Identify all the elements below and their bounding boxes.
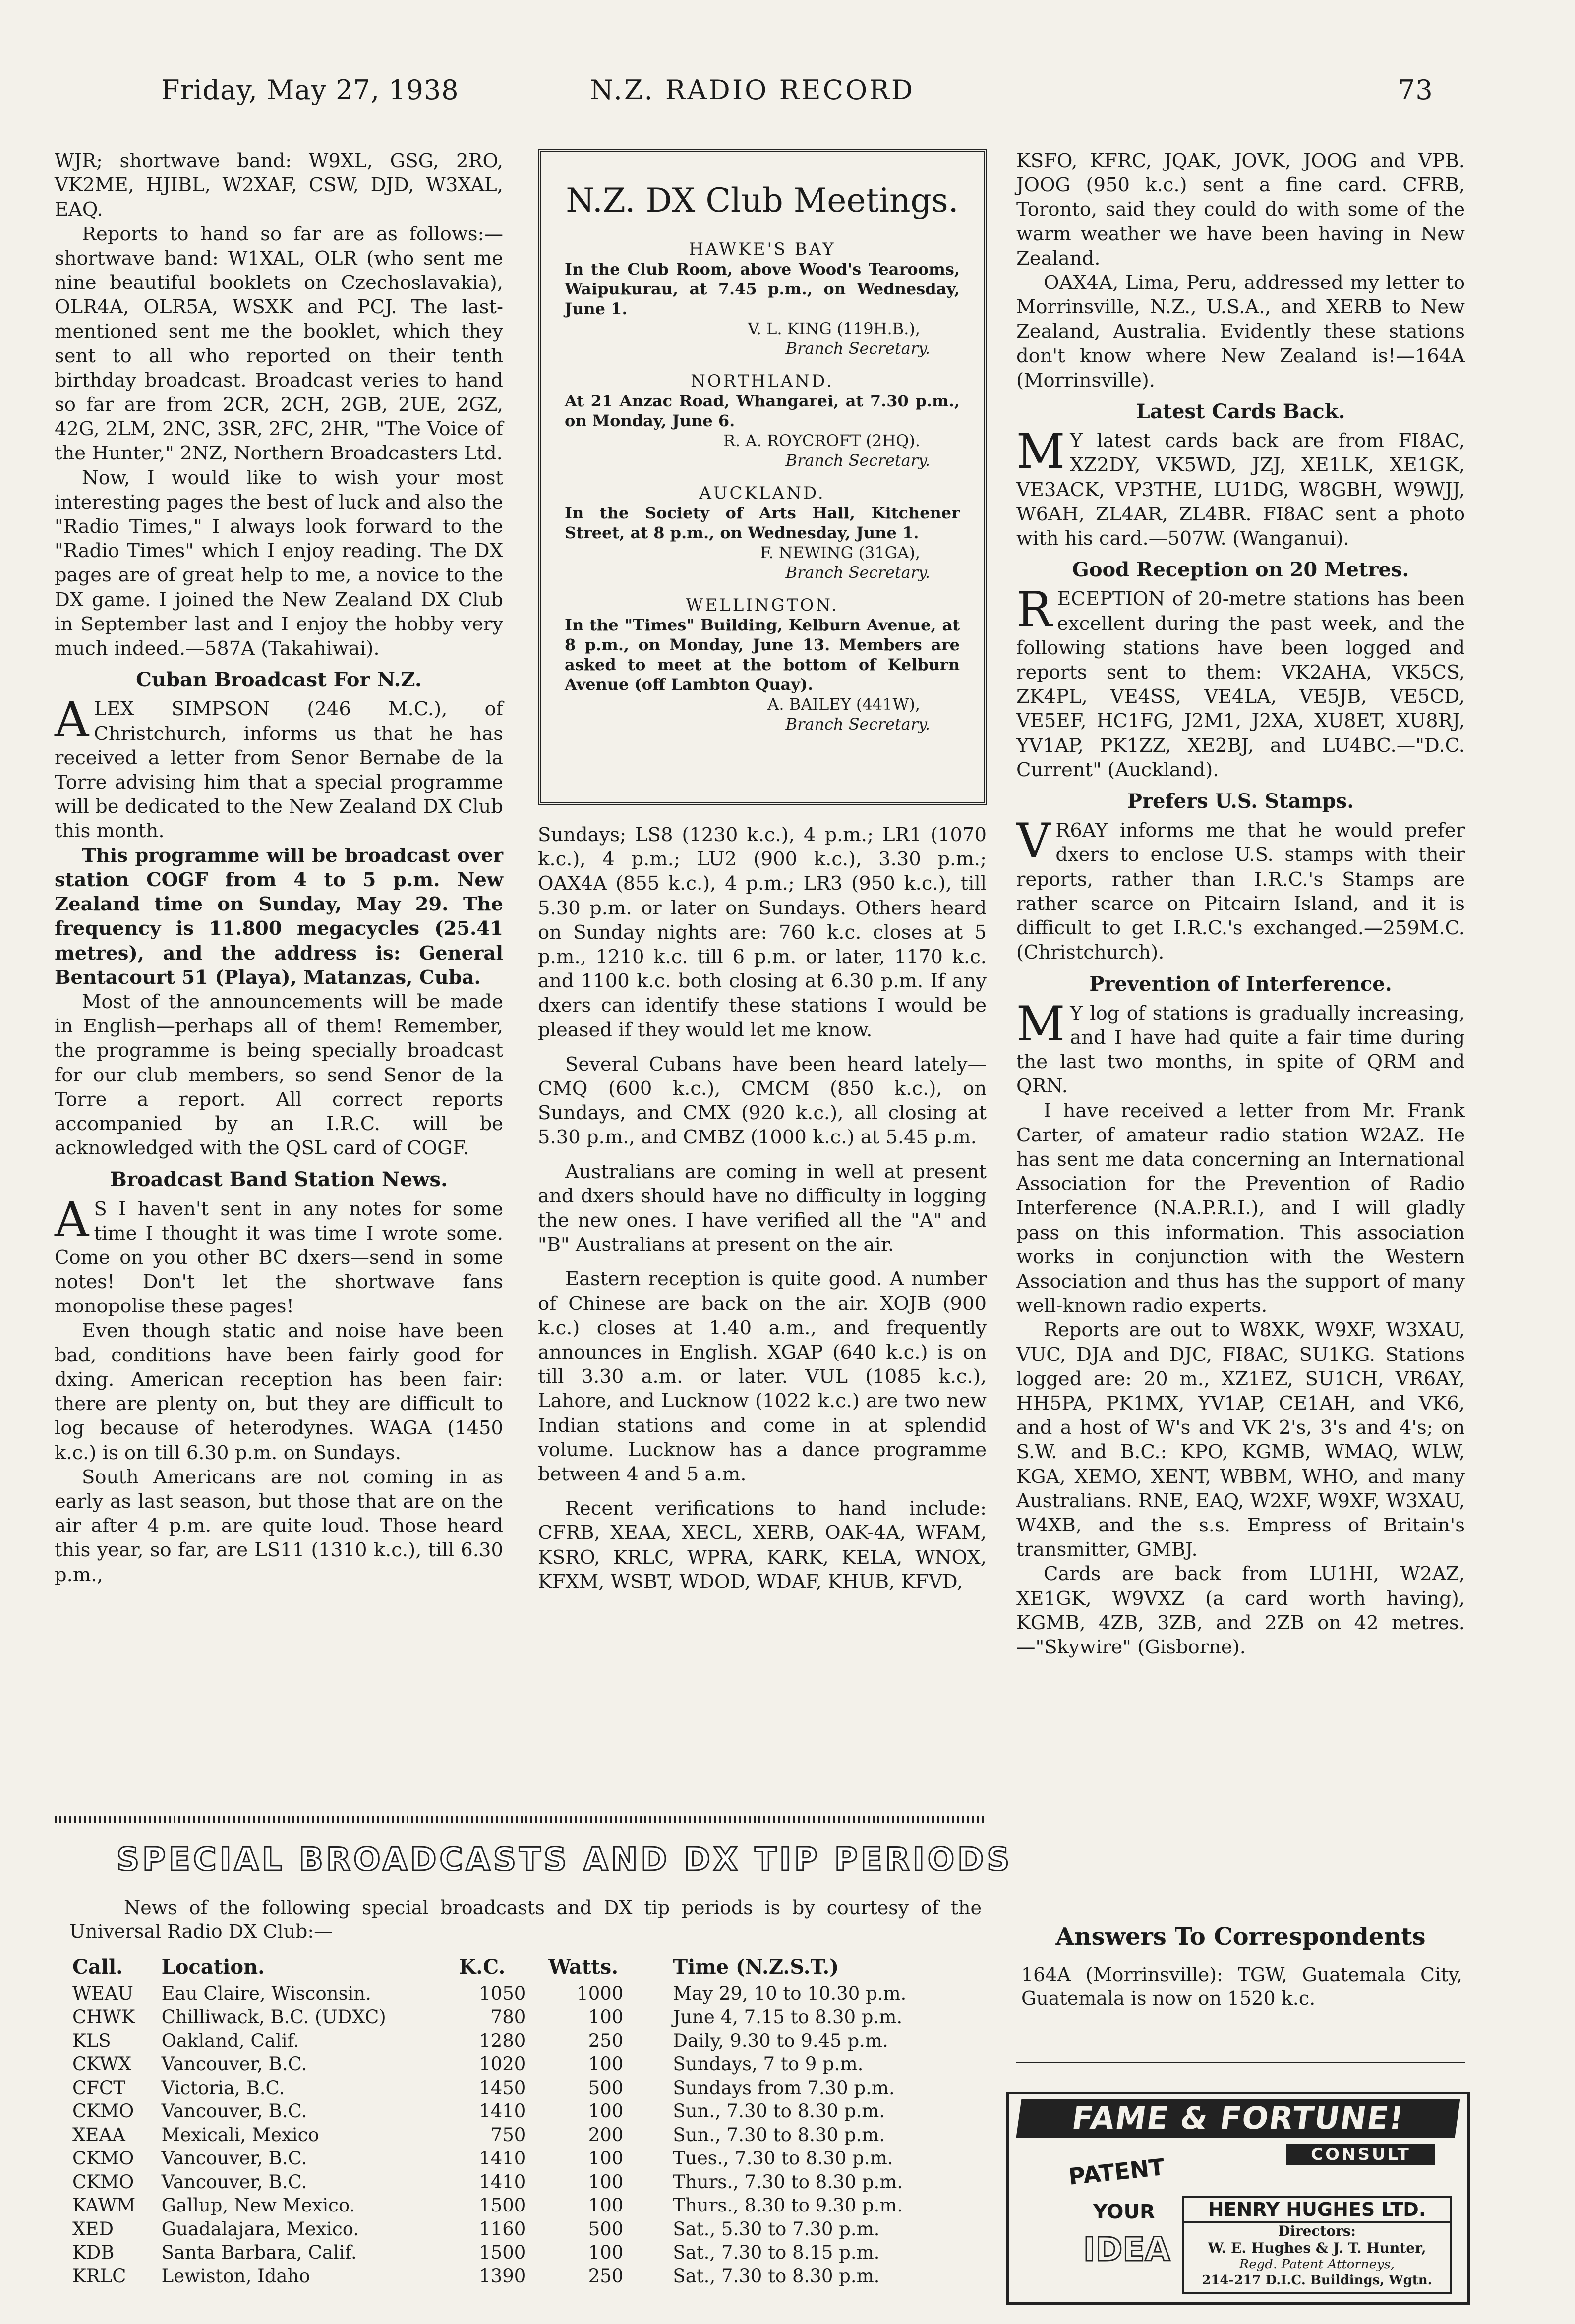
middle-para-1: Sundays; LS8 (1230 k.c.), 4 p.m.; LR1 (1070 k.c.), 4 p.m.; LU2 (900 k.c.), 3.30 p.m.; OAX4A (855 k.c.), 4 p.m.; LR3 (950 k.c.), till 5.30 p.m. or later on Sundays. Others heard on Sunday nights are: 760 k.c. closes at 5 p.m., 1210 k.c. till 6 p.m. or later, 1170 k.c. and 1100 k.c. both closing at 6.30 p.m. If any dxers can identify these stations I would be pleased if they would let me know.	[538, 824, 987, 1041]
cell-watts: 100	[588, 2100, 624, 2122]
column-header: Watts.	[548, 1955, 619, 1979]
cell-kilocycles: 1410	[479, 2171, 526, 2193]
table-row	[69, 2147, 987, 2170]
cell-call-sign: KRLC	[72, 2265, 126, 2287]
cell-location: Santa Barbara, Calif.	[161, 2242, 357, 2263]
drop-cap: V	[1016, 813, 1051, 869]
branch-region: NORTHLAND.	[691, 371, 834, 391]
cell-kilocycles: 750	[490, 2124, 526, 2146]
cell-location: Lewiston, Idaho	[161, 2265, 310, 2287]
heading-answers: Answers To Correspondents	[1055, 1923, 1426, 1951]
branch-region: AUCKLAND.	[699, 483, 825, 503]
cell-kilocycles: 1390	[479, 2265, 526, 2287]
left-para-2: Reports to hand so far are as follows:—shortwave band: W1XAL, OLR (who sent me nine beautiful booklets on Czechoslavakia), OLR4A, OLR5A, WSXK and PCJ. The last-mentioned sent me the booklet, which they sent to all who reported on their tenth birthday broadcast. Broadcast veries to hand so far are from 2CR, 2CH, 2GB, 2UE, 2GZ, 42G, 2LM, 2NC, 3SR, 2FC, 2HR, "The Voice of the Hunter," 2NZ, Northern Broadcasters Ltd.	[55, 223, 503, 465]
cell-location: Guadalajara, Mexico.	[161, 2218, 359, 2240]
cuban-para-2: Most of the announcements will be made in English—perhaps all of them! Remember, the programme is being specially broadcast for our club members, so send Senor de la Torre a report. All correct reports accompanied by an I.R.C. will be acknowledged with the QSL card of COGF.	[55, 990, 503, 1160]
ad-company-panel	[1182, 2196, 1452, 2294]
ad-directors: W. E. Hughes & J. T. Hunter,	[1208, 2240, 1426, 2256]
cell-call-sign: CKMO	[72, 2100, 134, 2122]
column-header: K.C.	[459, 1955, 506, 1979]
cell-watts: 100	[588, 2171, 624, 2193]
table-row	[69, 2076, 987, 2100]
cuban-bold-para: This programme will be broadcast over station COGF from 4 to 5 p.m. New Zealand time on Sunday, May 29. The frequency is 11.800 megacycles (25.41 metres), and the address is: General Bentacourt 51 (Playa), Matanzas, Cuba.	[55, 844, 503, 989]
header-page: 73	[1398, 74, 1433, 106]
branch-secretary: V. L. KING (119H.B.),	[748, 319, 920, 338]
cell-watts: 100	[588, 2006, 624, 2028]
prev-para-3: Reports are out to W8XK, W9XF, W3XAU, VUC, DJA and DJC, FI8AC, SU1KG. Stations logged are: 20 m., XZ1EZ, SU1CH, VR6AY, HH5PA, PK1MX, YV1AP, CE1AH, and VK6, and a host of W's and VK 2's, 3's and 4's; on S.W. and B.C.: KPO, KGMB, WMAQ, WLW, KGA, XEMO, XENT, WBBM, WHO, and many Australians. RNE, EAQ, W2XF, W9XF, W3XAU, W4XB, and the s.s. Empress of Britain's transmitter, GMBJ.	[1016, 1319, 1465, 1561]
table-header-row	[69, 1955, 987, 1982]
cell-time: Sun., 7.30 to 8.30 p.m.	[673, 2124, 885, 2146]
henry-hughes-advertisement	[1006, 2092, 1470, 2305]
cuban-para-1: LEX SIMPSON (246 M.C.), of Christchurch, informs us that he has received a letter from Senor Bernabe de la Torre advising him that a special programme will be dedicated to the New Zealand DX Club this month.	[55, 698, 503, 843]
cell-location: Gallup, New Mexico.	[161, 2195, 355, 2216]
cell-call-sign: KLS	[72, 2030, 111, 2051]
heading-broadcast-band: Broadcast Band Station News.	[110, 1168, 448, 1191]
cell-time: Thurs., 7.30 to 8.30 p.m.	[673, 2171, 903, 2193]
cell-watts: 200	[588, 2124, 624, 2146]
cell-time: May 29, 10 to 10.30 p.m.	[673, 1983, 907, 2004]
bb-para-2: Even though static and noise have been bad, conditions have been fairly good for dxing. American reception has been fair: there are plenty on, but they are difficult to log because of heterodynes. WAGA (1450 k.c.) is on till 6.30 p.m. on Sundays.	[55, 1319, 503, 1464]
drop-cap: M	[1016, 424, 1065, 480]
table-row	[69, 2217, 987, 2241]
cell-time: Sundays from 7.30 p.m.	[673, 2077, 895, 2098]
branch-role: Branch Secretary.	[785, 339, 930, 358]
cell-time: Sat., 7.30 to 8.15 p.m.	[673, 2242, 880, 2263]
prev-para-1: Y log of stations is gradually increasing, and I have had quite a fair time during the last two months, in spite of QRM and QRN.	[1016, 1002, 1465, 1098]
cell-kilocycles: 1050	[479, 1983, 526, 2004]
table-row	[69, 2029, 987, 2053]
cell-location: Vancouver, B.C.	[161, 2148, 307, 2169]
middle-column	[538, 823, 987, 1594]
branch-role: Branch Secretary.	[785, 563, 930, 582]
special-intro: News of the following special broadcasts and DX tip periods is by courtesy of the Universal Radio DX Club:—	[69, 1897, 982, 1942]
heading-prevention: Prevention of Interference.	[1089, 972, 1392, 996]
cell-watts: 1000	[577, 1983, 624, 2004]
section-divider	[55, 1816, 987, 1823]
table-row	[69, 2052, 987, 2076]
cell-kilocycles: 1450	[479, 2077, 526, 2098]
branch-secretary: F. NEWING (31GA),	[760, 543, 920, 562]
cell-call-sign: KDB	[72, 2242, 115, 2263]
ad-role: Regd. Patent Attorneys,	[1239, 2257, 1395, 2272]
cell-location: Vancouver, B.C.	[161, 2053, 307, 2075]
cell-time: Sun., 7.30 to 8.30 p.m.	[673, 2100, 885, 2122]
cell-time: June 4, 7.15 to 8.30 p.m.	[673, 2006, 903, 2028]
middle-para-4: Eastern reception is quite good. A number of Chinese are back on the air. XOJB (900 k.c.) closes at 1.40 a.m., and frequently announces in English. XGAP (640 k.c.) is on till 3.30 a.m. or later. VUL (1085 k.c.), Lahore, and Lucknow (1022 k.c.) are two new Indian stations and come in at splendid volume. Lucknow has a dance programme between 4 and 5 a.m.	[538, 1268, 987, 1486]
cell-time: Thurs., 8.30 to 9.30 p.m.	[673, 2195, 903, 2216]
ad-your: YOUR	[1093, 2201, 1155, 2223]
cell-location: Vancouver, B.C.	[161, 2171, 307, 2193]
cell-watts: 500	[588, 2218, 624, 2240]
cell-watts: 100	[588, 2148, 624, 2169]
ad-address: 214-217 D.I.C. Buildings, Wgtn.	[1202, 2273, 1432, 2288]
cell-kilocycles: 1280	[479, 2030, 526, 2051]
left-column	[55, 149, 503, 1587]
cell-kilocycles: 1410	[479, 2100, 526, 2122]
column-header: Time (N.Z.S.T.)	[673, 1955, 839, 1979]
ad-patent: PATENT	[1067, 2153, 1166, 2191]
right-para-1: KSFO, KFRC, JQAK, JOVK, JOOG and VPB. JOOG (950 k.c.) sent a fine card. CFRB, Toronto, said they could do with some of the warm weather we have been having in New Zealand.	[1016, 150, 1465, 270]
table-row	[69, 2123, 987, 2147]
branch-details: In the Club Room, above Wood's Tearooms, Waipukurau, at 7.45 p.m., on Wednesday, June 1.	[565, 260, 960, 318]
special-broadcasts-title: SPECIAL BROADCASTS AND DX TIP PERIODS	[117, 1841, 1013, 1878]
drop-cap: A	[55, 692, 89, 748]
branch-role: Branch Secretary.	[785, 451, 930, 470]
table-row	[69, 2005, 987, 2029]
good-para: ECEPTION of 20-metre stations has been excellent during the past week, and the following stations have been logged and reports sent to them: VK2AHA, VK5CS, ZK4PL, VE4SS, VE4LA, VE5JB, VE5CD, VE5EF, HC1FG, J2M1, J2XA, XU8ET, XU8RJ, YV1AP, PK1ZZ, XE2BJ, and LU4BC.—"D.C. Current" (Auckland).	[1016, 588, 1465, 781]
prev-para-2: I have received a letter from Mr. Frank Carter, of amateur radio station W2AZ. He has sent me data concerning an International Association for the Prevention of Radio Interference (N.A.P.R.I.), and I will gladly pass on this information. This association works in conjunction with the Western Association and thus has the support of many well-known radio experts.	[1016, 1099, 1465, 1317]
cell-call-sign: XED	[72, 2218, 114, 2240]
ad-company: HENRY HUGHES LTD.	[1184, 2198, 1450, 2223]
dx-club-meetings-box	[538, 149, 987, 805]
divider	[1016, 2062, 1465, 2063]
branch-secretary: A. BAILEY (441W),	[767, 695, 920, 714]
cell-watts: 250	[588, 2030, 624, 2051]
cell-call-sign: CKWX	[72, 2053, 132, 2075]
drop-cap: M	[1016, 996, 1065, 1052]
special-broadcasts-table	[69, 1955, 987, 2288]
box-title: N.Z. DX Club Meetings.	[566, 181, 959, 220]
cell-call-sign: CKMO	[72, 2148, 134, 2169]
table-row	[69, 2194, 987, 2217]
cell-location: Mexicali, Mexico	[161, 2124, 319, 2146]
cell-kilocycles: 1160	[479, 2218, 526, 2240]
table-row	[69, 2241, 987, 2265]
heading-cuban-broadcast: Cuban Broadcast For N.Z.	[136, 668, 422, 692]
cell-call-sign: CFCT	[72, 2077, 125, 2098]
cell-time: Sat., 7.30 to 8.30 p.m.	[673, 2265, 880, 2287]
bb-para-1: S I haven't sent in any notes for some time I thought it was time I wrote some. Come on you other BC dxers—send in some notes! Don't let the shortwave fans monopolise these pages!	[55, 1197, 503, 1318]
heading-good-reception: Good Reception on 20 Metres.	[1072, 558, 1409, 582]
cell-call-sign: WEAU	[72, 1983, 133, 2004]
ad-idea: IDEA	[1083, 2230, 1170, 2268]
cell-watts: 500	[588, 2077, 624, 2098]
table-row	[69, 2099, 987, 2123]
cell-time: Daily, 9.30 to 9.45 p.m.	[673, 2030, 888, 2051]
table-row	[69, 2170, 987, 2194]
cell-call-sign: XEAA	[72, 2124, 125, 2146]
cell-watts: 100	[588, 2053, 624, 2075]
branch-role: Branch Secretary.	[785, 715, 930, 734]
middle-para-3: Australians are coming in well at present and dxers should have no difficulty in logging the new ones. I have verified all the "A" and "B" Australians at present on the air.	[538, 1160, 987, 1256]
middle-para-2: Several Cubans have been heard lately—CMQ (600 k.c.), CMCM (850 k.c.), on Sundays, and CMX (920 k.c.), all closing at 5.30 p.m., and CMBZ (1000 k.c.) at 5.45 p.m.	[538, 1053, 987, 1149]
branch-secretary: R. A. ROYCROFT (2HQ).	[723, 431, 920, 450]
cards-para: Y latest cards back are from FI8AC, XZ2DY, VK5WD, JZJ, XE1LK, XE1GK, VE3ACK, VP3THE, LU1DG, W8GBH, W9WJJ, W6AH, ZL4AR, ZL4BR. FI8AC sent a photo with his card.—507W. (Wanganui).	[1016, 430, 1465, 550]
header-title: N.Z. RADIO RECORD	[590, 74, 915, 106]
prev-para-4: Cards are back from LU1HI, W2AZ, XE1GK, W9VXZ (a card worth having), KGMB, 4ZB, 3ZB, and 2ZB on 42 metres.—"Skywire" (Gisborne).	[1016, 1563, 1465, 1658]
ad-headline: FAME & FORTUNE!	[1016, 2099, 1460, 2138]
table-row	[69, 2265, 987, 2288]
cell-location: Eau Claire, Wisconsin.	[161, 1983, 371, 2004]
cell-watts: 250	[588, 2265, 624, 2287]
cell-watts: 100	[588, 2242, 624, 2263]
cell-time: Sat., 5.30 to 7.30 p.m.	[673, 2218, 880, 2240]
drop-cap: R	[1016, 582, 1052, 638]
cell-location: Oakland, Calif.	[161, 2030, 299, 2051]
cell-location: Vancouver, B.C.	[161, 2100, 307, 2122]
cell-call-sign: KAWM	[72, 2195, 136, 2216]
table-row	[69, 1982, 987, 2006]
cell-kilocycles: 780	[490, 2006, 526, 2028]
header-date: Friday, May 27, 1938	[161, 74, 459, 106]
branch-region: HAWKE'S BAY	[689, 239, 836, 259]
branch-details: In the Society of Arts Hall, Kitchener Street, at 8 p.m., on Wednesday, June 1.	[565, 504, 960, 542]
stamps-para: R6AY informs me that he would prefer dxers to enclose U.S. stamps with their reports, rather than I.R.C.'s Stamps are rather scarce on Pitcairn Island, and it is difficult to get I.R.C.'s exchanged.—259M.C. (Christchurch).	[1016, 819, 1465, 964]
cell-call-sign: CHWK	[72, 2006, 135, 2028]
heading-latest-cards: Latest Cards Back.	[1136, 400, 1345, 424]
right-column	[1016, 149, 1465, 1659]
cell-time: Sundays, 7 to 9 p.m.	[673, 2053, 864, 2075]
left-para-1: WJR; shortwave band: W9XL, GSG, 2RO, VK2ME, HJIBL, W2XAF, CSW, DJD, W3XAL, EAQ.	[55, 150, 503, 221]
cell-kilocycles: 1500	[479, 2242, 526, 2263]
cell-kilocycles: 1410	[479, 2148, 526, 2169]
column-header: Location.	[161, 1955, 265, 1979]
bb-para-3: South Americans are not coming in as early as last season, but those that are on the air after 4 p.m. are quite loud. Those heard this year, so far, are LS11 (1310 k.c.), till 6.30 p.m.,	[55, 1466, 503, 1586]
middle-para-5: Recent verifications to hand include: CFRB, XEAA, XECL, XERB, OAK-4A, WFAM, KSRO, KRLC, WPRA, KARK, KELA, WNOX, KFXM, WSBT, WDOD, WDAF, KHUB, KFVD,	[538, 1497, 987, 1593]
cell-time: Tues., 7.30 to 8.30 p.m.	[673, 2148, 893, 2169]
ad-directors-label: Directors:	[1278, 2223, 1356, 2239]
ad-consult: CONSULT	[1286, 2144, 1435, 2165]
heading-prefers-stamps: Prefers U.S. Stamps.	[1127, 790, 1354, 813]
cell-kilocycles: 1020	[479, 2053, 526, 2075]
cell-location: Victoria, B.C.	[161, 2077, 285, 2098]
right-para-2: OAX4A, Lima, Peru, addressed my letter to Morrinsville, N.Z., U.S.A., and XERB to New Zealand, Australia. Evidently these stations don't know where New Zealand is!—164A (Morrinsville).	[1016, 272, 1465, 392]
cell-location: Chilliwack, B.C. (UDXC)	[161, 2006, 386, 2028]
branch-details: At 21 Anzac Road, Whangarei, at 7.30 p.m., on Monday, June 6.	[565, 392, 960, 430]
branch-region: WELLINGTON.	[686, 595, 839, 615]
cell-watts: 100	[588, 2195, 624, 2216]
cell-call-sign: CKMO	[72, 2171, 134, 2193]
column-header: Call.	[72, 1955, 123, 1979]
answers-para: 164A (Morrinsville): TGW, Guatemala City, Guatemala is now on 1520 k.c.	[1021, 1964, 1462, 2009]
left-para-3: Now, I would like to wish your most interesting pages the best of luck and also the "Radio Times," I always look forward to the "Radio Times" which I enjoy reading. The DX pages are of great help to me, a novice to the DX game. I joined the New Zealand DX Club in September last and I enjoy the hobby very much indeed.—587A (Takahiwai).	[55, 466, 504, 660]
drop-cap: A	[55, 1191, 89, 1247]
branch-details: In the "Times" Building, Kelburn Avenue, at 8 p.m., on Monday, June 13. Members are asked to meet at the bottom of Kelburn Avenue (off Lambton Quay).	[565, 616, 960, 694]
cell-kilocycles: 1500	[479, 2195, 526, 2216]
